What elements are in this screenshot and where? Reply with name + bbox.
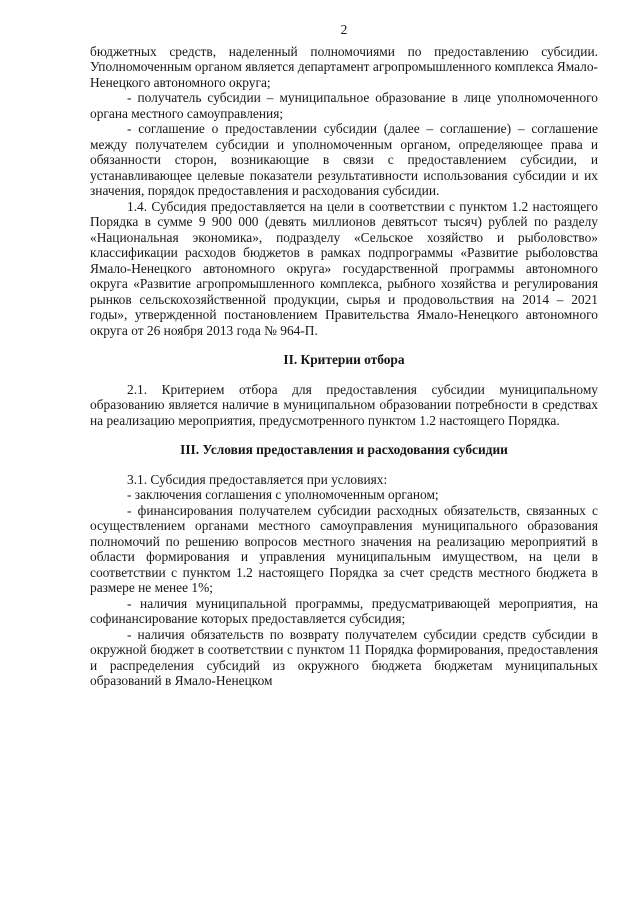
condition-financing: - финансирования получателем субсидии расходных обязательств, связанных с осуществлением органами местного самоуправления муниципального образования полномочий по решению вопросов местного значения на реализацию мероприятий в области формирования и управления муниципальным имуществом, на цели в соответствии с пунктом 1.2 настоящего Порядка за счет средств местного бюджета в размере не менее 1%; <box>90 502 598 595</box>
paragraph-agreement-definition: - соглашение о предоставлении субсидии (далее – соглашение) – соглашение между получателем субсидии и уполномоченным органом, определяющее права и обязанности сторон, возникающие в связи с предоставлением субсидии, и устанавливающее целевые показатели результативности использования субсидии и их значения, порядок предоставления и расходования субсидии. <box>90 121 598 198</box>
paragraph-2-1: 2.1. Критерием отбора для предоставления субсидии муниципальному образованию является наличие в муниципальном образовании потребности в средствах на реализацию мероприятия, предусмотренного пунктом 1.2 настоящего Порядка. <box>90 381 598 428</box>
condition-agreement: - заключения соглашения с уполномоченным органом; <box>127 487 439 502</box>
paragraph-3-1: 3.1. Субсидия предоставляется при условиях: <box>127 471 388 487</box>
condition-municipal-program: - наличия муниципальной программы, предусматривающей мероприятия, на софинансирование которых предоставляется субсидия; <box>90 595 598 626</box>
condition-return-obligations: - наличия обязательств по возврату получателем субсидии средств субсидии в окружной бюджет в соответствии с пунктом 11 Порядка формирования, предоставления и распределения субсидий из окружного бюджета бюджетам муниципальных образований в Ямало-Ненецком <box>90 626 598 688</box>
paragraph-recipient-definition: - получатель субсидии – муниципальное образование в лице уполномоченного органа местного самоуправления; <box>90 90 598 121</box>
section-2-heading: II. Критерии отбора <box>283 352 405 367</box>
document-page <box>90 22 598 689</box>
page-number: 2 <box>340 22 348 37</box>
section-3-heading: III. Условия предоставления и расходования субсидии <box>180 442 508 457</box>
paragraph-1-4: 1.4. Субсидия предоставляется на цели в соответствии с пунктом 1.2 настоящего Порядка в сумме 9 900 000 (девять миллионов девятьсот тысяч) рублей по разделу «Национальная экономика», подразделу «Сельское хозяйство и рыболовство» классификации расходов бюджетов в рамках подпрограммы «Развитие рыболовства Ямало-Ненецкого автономного округа» государственной программы автономного округа «Развитие агропромышленного комплекса, рыбного хозяйства и регулирования рынков сельскохозяйственной продукции, сырья и продовольствия на 2014 – 2021 годы», утвержденной постановлением Правительства Ямало-Ненецкого автономного округа от 26 ноября 2013 года № 964-П. <box>90 198 598 338</box>
paragraph-continuation: бюджетных средств, наделенный полномочиями по предоставлению субсидии. Уполномоченным органом является департамент агропромышленного комплекса Ямало-Ненецкого автономного округа; <box>90 43 598 90</box>
